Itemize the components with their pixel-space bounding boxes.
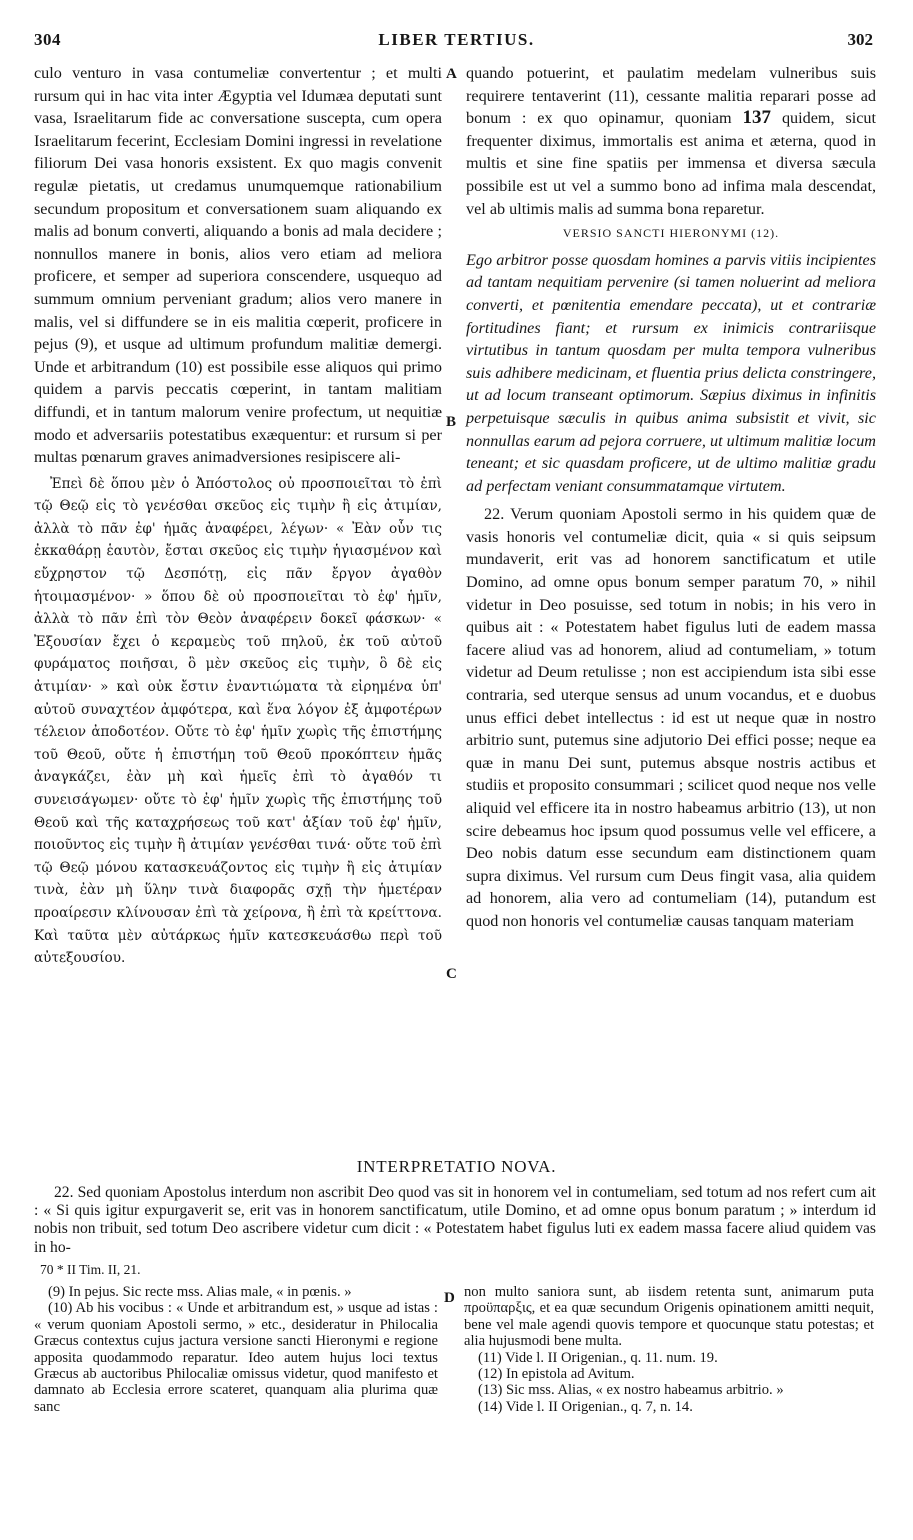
note-10-continued: non multo saniora sunt, ab iisdem retenta sunt, animarum puta προϋπαρξις, et ea quæ secundum Origenis opinationem amitti nequit, bene vel male agendi quovis tempore et quocunque statu potestas; et alia hujusmodi bene multa.: [464, 1284, 874, 1350]
running-header: [0, 30, 913, 54]
running-title: LIBER TERTIUS.: [378, 30, 535, 49]
note-10: (10) Ab his vocibus : « Unde et arbitrandum est, » usque ad istas : « verum quoniam Apostoli sermo, » etc., desideratur in Philocalia Græcus contextus cujus jactura versione sancti Hieronymi e regione apposita quodammodo reparatur. Ideo autem hujus loci textus Græcus ab auctoribus Philocaliæ omissus videtur, quod manifesto et damnato ab Ecclesia errore scateret, quanquam alia plurima quæ sanc: [34, 1300, 438, 1415]
column-number: 137: [742, 107, 772, 129]
page-number-right: 302: [847, 30, 873, 49]
right-column: [466, 62, 876, 933]
note-14: (14) Vide l. II Origenian., q. 7, n. 14.: [478, 1398, 693, 1415]
notes-right: [464, 1284, 874, 1415]
latin-text-right-part2: quidem, sicut frequenter diximus, immortalis est anima et æterna, quod in multis et sine fine spatiis per immensa et diversa sæcula possibile est ut vel a summo bono ad infima mala descendat, vel ab ultimis malis ad summa bona reparetur.: [466, 109, 877, 218]
margin-letter-b: B: [446, 414, 457, 430]
versio-title: VERSIO SANCTI HIERONYMI (12).: [562, 226, 780, 241]
interpretatio-nova: [34, 1184, 876, 1257]
margin-letter-a: A: [446, 66, 457, 82]
note-11: (11) Vide l. II Origenian., q. 11. num. 19.: [478, 1349, 718, 1366]
left-column: [34, 62, 442, 970]
versio-text: Ego arbitror posse quosdam homines a parvis vitiis incipientes ad tantam nequitiam pervenire (si tamen noluerint ad meliora converti, et pœnitentia emendare peccata), ut et contrariæ fortitudines fiant; et rursum ex inimicis contrariisque virtutibus in tantum quosdam per multa tempora vulneribus suis adhibere medicinam, et fluentia prius delicta constringere, ut ad locum transeant optimorum. Sæpius diximus in infinitis perpetuisque sæculis in quibus anima subsistit et vivit, sic nonnullas earum ad pejora corruere, ut ultimum malitiæ locum teneant; et sic quasdam proficere, ut de ultimo malitiæ gradu ad perfectam veniant consummatamque virtutem.: [466, 250, 876, 495]
notes-left: [34, 1284, 438, 1415]
latin-text-left: culo venturo in vasa contumeliæ convertentur ; et multi rursum qui in hac vita inter Ægyptia vel Idumæa deputati sunt vasa, Israelitarum fide ac conversatione suscepta, cum opera Israelitarum fecerint, Ecclesiam Domini ingressi in revelatione filiorum Dei vasa honoris exsistent. Ex quo magis convenit regulæ pietatis, ut credamus unumquemque rationabilium secundum propositum et conversationem suam aliquando ex malis ad bonum converti, aliquando a bonis ad mala decidere ; nonnullos manere in bonis, alios vero etiam ad meliora proficere, et semper ad superiora conscendere, usquequo ad summum omnium perveniant gradum; alios vero manere in malis, vel si diffundere se in eis malitia cœperit, proficere in pejus (9), et usque ad ultimum profundum malitiæ demergi. Unde et arbitrandum (10) est possibile esse aliquos qui primo quidem a parvis peccatis cœperint, in tantam malitiam diffundi, et in tantum malorum venire profectum, ut nequitiæ modo et adversariis potestatibus exæquentur: et rursum si per multas pœnarum graves animadversiones resipiscere ali-: [34, 64, 442, 467]
latin-text-right-part1: quando potuerint, et paulatim medelam vulneribus suis requirere tentaverint (11), cessante malitia reparari posse ad bonum : ex quo opinamur, quoniam: [466, 64, 876, 128]
interpretatio-text: 22. Sed quoniam Apostolus interdum non ascribit Deo quod vas sit in honorem vel in contumeliam, sed totum ad nos refert cum ait : « Si quis igitur expurgaverit se, erit vas in honorem sanctificatum, utile Domino, et ad omne opus bonum paratum ; » interdum id nobis non tribuit, sed totum Deo ascribere videtur cum dicit : « Potestatem habet figulus luti ex eadem massa facere aliud quidem vas in ho-: [34, 1184, 876, 1256]
note-12: (12) In epistola ad Avitum.: [478, 1366, 635, 1383]
note-13: (13) Sic mss. Alias, « ex nostro habeamus arbitrio. »: [478, 1382, 784, 1399]
margin-letter-c: C: [446, 966, 457, 982]
greek-text: Ἐπεὶ δὲ ὅπου μὲν ὁ Ἀπόστολος οὐ προσποιεῖται τὸ ἐπὶ τῷ Θεῷ εἰς τὸ γενέσθαι σκεῦος εἰς τιμὴν ἢ εἰς ἀτιμίαν, ἀλλὰ τὸ πᾶν ἐφ' ἡμᾶς ἀναφέρει, λέγων· « Ἐὰν οὖν τις ἐκκαθάρῃ ἑαυτὸν, ἔσται σκεῦος εἰς τιμὴν ἡγιασμένον καὶ εὔχρηστον τῷ Δεσπότῃ, εἰς πᾶν ἔργον ἀγαθὸν ἡτοιμασμένον· » ὅπου δὲ οὐ προσποιεῖται τὸ ἐφ' ἡμῖν, ἀλλὰ τὸ πᾶν ἐπὶ τὸν Θεὸν ἀναφέρειν δοκεῖ φάσκων· « Ἐξουσίαν ἔχει ὁ κεραμεὺς τοῦ πηλοῦ, ἐκ τοῦ αὐτοῦ φυράματος ποιῆσαι, ὃ μὲν σκεῦος εἰς τιμὴν, ὃ δὲ εἰς ἀτιμίαν· » καὶ οὐκ ἔστιν ἐναντιώματα τὰ εἰρημένα ὑπ' αὐτοῦ συναχτέον ἀμφότερα, καὶ ἕνα λόγον ἐξ ἀμφοτέρων τέλειον ἀποδοτέον. Οὔτε τὸ ἐφ' ἡμῖν χωρὶς τῆς ἐπιστήμης τοῦ Θεοῦ, οὔτε ἡ ἐπιστήμη τοῦ Θεοῦ προκόπτειν ἡμᾶς ἀναγκάζει, ἐὰν μὴ καὶ ἡμεῖς ἐπὶ τὸ ἀγαθόν τι συνεισάγωμεν· οὔτε τὸ ἐφ' ἡμῖν χωρὶς τῆς ἐπιστήμης τοῦ Θεοῦ καὶ τῆς καταχρήσεως τοῦ κατ' ἀξίαν τοῦ ἐφ' ἡμῖν, ποιοῦντος εἰς τιμὴν ἢ ἀτιμίαν γενέσθαι τινά· οὔτε τοῦ ἐπὶ τῷ Θεῷ μόνου κατασκευάζοντος εἰς τιμὴν ἢ εἰς ἀτιμίαν τινὰ, ἐὰν μὴ ὕλην τινὰ διαφορᾶς σχῇ τὴν ἡμετέραν προαίρεσιν κλίνουσαν ἐπὶ τὰ χείρονα, ἢ ἐπὶ τὰ κρείττονα. Καὶ ταῦτα μὲν αὐτάρκως ἡμῖν κατεσκευάσθω περὶ τοῦ αὐτεξουσίου.: [34, 475, 442, 967]
margin-letter-d: D: [444, 1290, 455, 1306]
latin-text-right: [466, 62, 876, 220]
scripture-footnote: 70 * II Tim. II, 21.: [40, 1262, 141, 1277]
note-9: (9) In pejus. Sic recte mss. Alias male, « in pœnis. »: [48, 1284, 352, 1300]
paragraph-22: 22. Verum quoniam Apostoli sermo in his quidem quæ de vasis honoris vel contumeliæ dicit, quia « si quis seipsum mundaverit, erit vas ad honorem sanctificatum et utile Domino, ad omne opus bonum semper paratum 70, » nihil videtur in Deo posuisse, sed totum in nobis; in his vero in quibus ait : « Potestatem habet figulus luti de eadem massa facere aliud vas ad honorem, aliud ad contumeliam, » totum videtur ad Deum retulisse ; non est accipiendum ista sibi esse contraria, sed uterque sensus ad unum vocandus, et e duobus unus effici debet intellectus : id est ut neque quæ in nostro arbitrio sunt, putemus sine adjutorio Dei effici posse; neque ea quæ in manu Dei sunt, putemus absque nostris actibus et studiis et proposito consummari ; scilicet quod neque nos velle aliquid vel efficere ita in nostro habeamus arbitrio (13), ut non scire debeamus hoc ipsum quod possumus velle vel efficere, a Deo nobis datum esse secundum eam distinctionem quam supra diximus. Vel rursum cum Deus fingit vasa, alia quidem ad honorem, alia vero ad contumeliam (14), putandum est quod non honoris vel contumeliæ causas tanquam materiam: [466, 505, 876, 930]
section-title: INTERPRETATIO NOVA.: [356, 1157, 557, 1176]
page-number-left: 304: [34, 30, 61, 49]
